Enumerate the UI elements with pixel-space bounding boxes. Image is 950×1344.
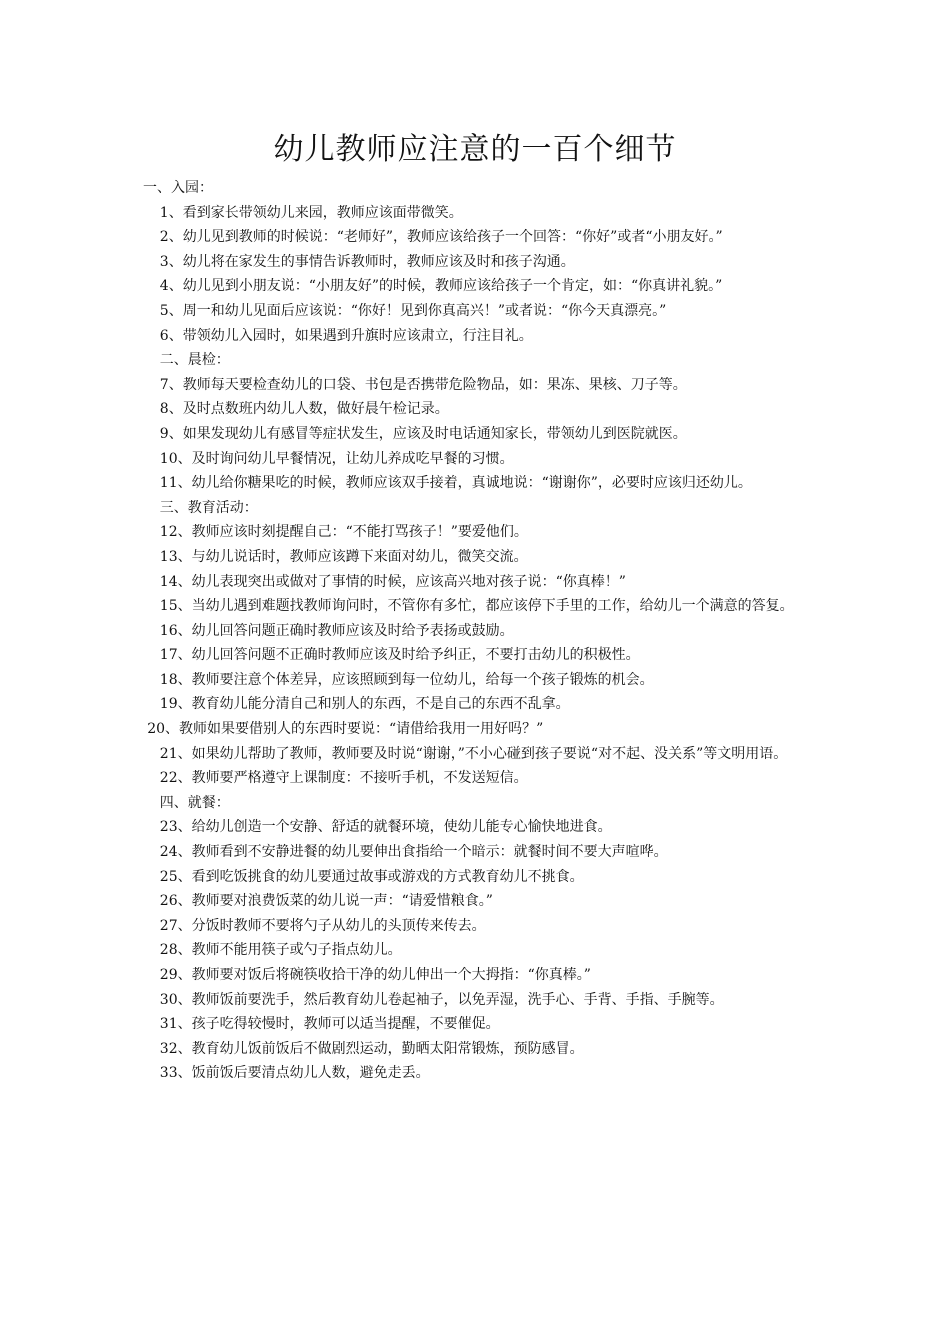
- section-heading: 三、教育活动：: [159, 499, 258, 516]
- list-item: 31、孩子吃得较慢时，教师可以适当提醒，不要催促。: [159, 1016, 500, 1033]
- document-title: 幼儿教师应注意的一百个细节: [273, 132, 677, 167]
- section-heading: 二、晨检：: [159, 352, 230, 369]
- list-item: 5、周一和幼儿见面后应该说：“你好！见到你真高兴！”或者说：“你今天真漂亮。”: [159, 302, 667, 319]
- list-item: 2、幼儿见到教师的时候说：“老师好”，教师应该给孩子一个回答：“你好”或者“小朋友好。”: [159, 229, 723, 246]
- list-item: 11、幼儿给你糖果吃的时候，教师应该双手接着，真诚地说：“谢谢你”，必要时应该归还幼儿。: [159, 475, 752, 492]
- list-item: 16、幼儿回答问题正确时教师应该及时给予表扬或鼓励。: [159, 622, 514, 639]
- list-item: 14、幼儿表现突出或做对了事情的时候，应该高兴地对孩子说：“你真棒！”: [159, 573, 626, 590]
- list-item: 3、幼儿将在家发生的事情告诉教师时，教师应该及时和孩子沟通。: [159, 253, 575, 270]
- list-item: 29、教师要对饭后将碗筷收拾干净的幼儿伸出一个大拇指：“你真棒。”: [159, 967, 591, 983]
- list-item: 10、及时询问幼儿早餐情况，让幼儿养成吃早餐的习惯。: [159, 450, 514, 467]
- list-item: 15、当幼儿遇到难题找教师询问时，不管你有多忙，都应该停下手里的工作，给幼儿一个满意的答复。: [159, 598, 794, 615]
- list-item: 28、教师不能用筷子或勺子指点幼儿。: [159, 942, 402, 959]
- list-item: 22、教师要严格遵守上课制度：不接听手机，不发送短信。: [159, 770, 528, 787]
- list-item: 30、教师饭前要洗手，然后教育幼儿卷起袖子，以免弄湿，洗手心、手背、手指、手腕等。: [159, 991, 724, 1008]
- list-item: 4、幼儿见到小朋友说：“小朋友好”的时候，教师应该给孩子一个肯定，如：“你真讲礼貌。”: [159, 278, 723, 295]
- list-item: 33、饭前饭后要清点幼儿人数，避免走丢。: [159, 1065, 430, 1082]
- list-item: 19、教育幼儿能分清自己和别人的东西，不是自己的东西不乱拿。: [159, 696, 570, 713]
- list-item: 1、看到家长带领幼儿来园，教师应该面带微笑。: [159, 204, 463, 221]
- list-item: 6、带领幼儿入园时，如果遇到升旗时应该肃立，行注目礼。: [159, 327, 533, 344]
- list-item: 32、教育幼儿饭前饭后不做剧烈运动，勤晒太阳常锻炼，预防感冒。: [159, 1040, 584, 1057]
- list-item: 13、与幼儿说话时，教师应该蹲下来面对幼儿，微笑交流。: [159, 548, 528, 565]
- list-item: 18、教师要注意个体差异，应该照顾到每一位幼儿，给每一个孩子锻炼的机会。: [159, 671, 654, 688]
- list-item: 24、教师看到不安静进餐的幼儿要伸出食指给一个暗示：就餐时间不要大声喧哗。: [159, 844, 668, 861]
- list-item: 9、如果发现幼儿有感冒等症状发生，应该及时电话通知家长，带领幼儿到医院就医。: [159, 425, 687, 442]
- list-item: 23、给幼儿创造一个安静、舒适的就餐环境，使幼儿能专心愉快地进食。: [159, 819, 612, 836]
- list-item: 27、分饭时教师不要将勺子从幼儿的头顶传来传去。: [159, 917, 486, 934]
- list-item: 26、教师要对浪费饭菜的幼儿说一声：“请爱惜粮食。”: [159, 893, 493, 910]
- document-body: [143, 176, 813, 1086]
- list-item: 7、教师每天要检查幼儿的口袋、书包是否携带危险物品，如：果冻、果核、刀子等。: [159, 376, 687, 393]
- section-heading: 一、入园：: [143, 180, 213, 196]
- list-item: 20、教师如果要借别人的东西时要说：“请借给我用一用好吗？”: [147, 721, 544, 738]
- list-item: 8、及时点数班内幼儿人数，做好晨午检记录。: [159, 401, 449, 418]
- list-item: 25、看到吃饭挑食的幼儿要通过故事或游戏的方式教育幼儿不挑食。: [159, 868, 584, 885]
- list-item: 12、教师应该时刻提醒自己：“不能打骂孩子！”要爱他们。: [159, 524, 528, 541]
- list-item: 21、如果幼儿帮助了教师，教师要及时说“谢谢，”不小心碰到孩子要说“对不起、没关系”等文明用语。: [159, 745, 788, 762]
- section-heading: 四、就餐：: [159, 794, 230, 811]
- list-item: 17、幼儿回答问题不正确时教师应该及时给予纠正，不要打击幼儿的积极性。: [159, 647, 640, 664]
